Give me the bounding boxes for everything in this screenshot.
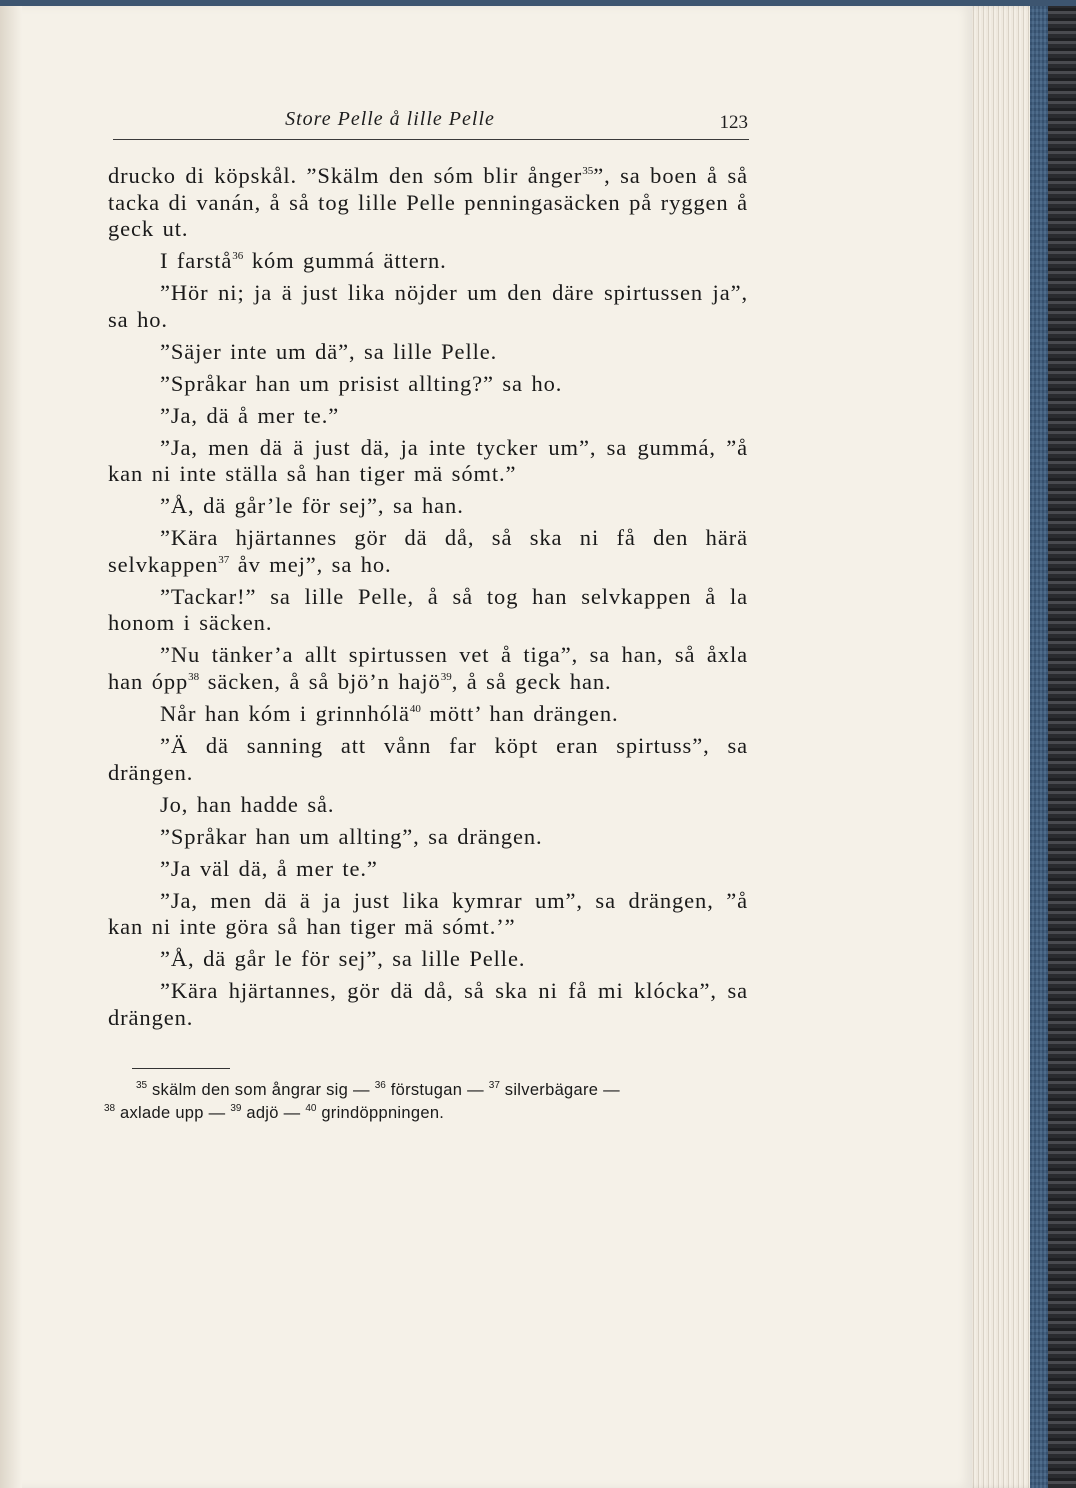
- text-run: , å så geck han.: [451, 669, 612, 694]
- text-run: ”Nu tänker’a allt spirtussen vet å tiga”, sa han, så åxla han ópp: [108, 642, 748, 694]
- paragraph: [108, 403, 748, 430]
- footnote-marker: 35: [136, 1080, 148, 1091]
- page-number: 123: [719, 112, 748, 133]
- footnote-marker: 39: [440, 671, 452, 683]
- paragraph: [108, 435, 748, 488]
- text-run: ”, sa boen å så tacka di vanán, å så tog lille Pelle penningasäcken på ryggen å geck ut.: [108, 163, 748, 242]
- paragraph: [108, 824, 748, 851]
- text-run: ”Ja väl dä, å mer te.”: [160, 855, 378, 881]
- footnote-marker: 38: [104, 1103, 116, 1114]
- header-rule: [113, 139, 749, 140]
- footnote-marker: 39: [230, 1103, 242, 1114]
- text-run: ”Språkar han um allting”, sa drängen.: [160, 823, 543, 849]
- paragraph: [108, 339, 748, 366]
- page-gutter: [0, 6, 22, 1488]
- footnote-marker: 36: [232, 250, 244, 263]
- text-run: silverbägare —: [499, 1081, 620, 1099]
- footnote-marker: 37: [218, 553, 230, 566]
- paragraph: [108, 248, 748, 275]
- text-run: ”Kära hjärtannes, gör dä då, så ska ni få mi klócka”, sa drängen.: [108, 978, 748, 1030]
- footnote-line: [104, 1102, 746, 1125]
- text-run: ”Å, dä går’le för sej”, sa han.: [160, 493, 464, 519]
- paragraph: [108, 163, 748, 243]
- text-run: drucko di köpskål. ”Skälm den sóm blir ånger: [108, 163, 583, 188]
- text-run: Jo, han hadde så.: [160, 791, 335, 817]
- text-run: ”Kära hjärtannes gör dä då, så ska ni få den härä selvkappen: [108, 525, 748, 577]
- text-run: ”Tackar!” sa lille Pelle, å så tog han selvkappen å la honom i säcken.: [108, 583, 748, 636]
- book-cover-edge: [1048, 0, 1076, 1488]
- paragraph: [108, 371, 748, 398]
- footnote-line: [104, 1079, 746, 1102]
- footnote-marker: 36: [374, 1080, 386, 1091]
- paragraph: [108, 525, 748, 578]
- footnotes: [104, 1079, 746, 1125]
- paragraph: [108, 946, 748, 973]
- paragraph: [108, 280, 748, 333]
- footnote-marker: 40: [409, 702, 421, 715]
- text-run: Når han kóm i grinnhólä: [160, 700, 410, 726]
- paragraph: [108, 642, 748, 695]
- text-run: ”Ä dä sanning att vånn far köpt eran spirtuss”, sa drängen.: [108, 732, 748, 785]
- text-run: ”Säjer inte um dä”, sa lille Pelle.: [160, 338, 498, 364]
- text-run: ”Ja, men dä ä ja just lika kymrar um”, sa drängen, ”å kan ni inte göra så han tiger mä sómt.’”: [108, 887, 748, 940]
- footnote-rule: [132, 1068, 230, 1069]
- paragraph: [108, 978, 748, 1031]
- footnote-marker: 35: [582, 165, 594, 177]
- text-run: skälm den som ångrar sig —: [147, 1081, 375, 1099]
- paragraph: [108, 792, 748, 819]
- running-title: Store Pelle å lille Pelle: [285, 108, 495, 130]
- body-text: [108, 163, 748, 1037]
- text-run: kóm gummá ättern.: [243, 248, 447, 274]
- text-run: ”Å, dä går le för sej”, sa lille Pelle.: [160, 946, 526, 972]
- text-run: axlade upp —: [115, 1104, 231, 1122]
- text-run: åv mej”, sa ho.: [229, 551, 392, 577]
- text-run: ”Ja, dä å mer te.”: [160, 402, 340, 428]
- text-run: adjö —: [241, 1104, 306, 1122]
- paragraph: [108, 493, 748, 520]
- text-run: ”Språkar han um prisist allting?” sa ho.: [160, 370, 563, 396]
- text-run: säcken, å så bjö’n hajö: [199, 669, 441, 694]
- text-run: grindöppningen.: [316, 1104, 445, 1122]
- footnote-marker: 38: [188, 671, 200, 683]
- text-run: ”Ja, men dä ä just dä, ja inte tycker um”, sa gummá, ”å kan ni inte ställa så han tiger mä sómt.”: [108, 434, 748, 487]
- text-run: I farstå: [160, 248, 233, 274]
- paragraph: [108, 888, 748, 941]
- paragraph: [108, 856, 748, 883]
- text-run: ”Hör ni; ja ä just lika nöjder um den däre spirtussen ja”, sa ho.: [108, 280, 748, 332]
- paragraph: [108, 584, 748, 637]
- footnote-marker: 40: [305, 1103, 317, 1114]
- paragraph: [108, 701, 748, 728]
- running-header: [112, 108, 748, 138]
- page-stack-edges: [966, 6, 1030, 1488]
- paragraph: [108, 733, 748, 786]
- footnote-marker: 37: [488, 1080, 500, 1091]
- text-run: förstugan —: [385, 1081, 489, 1099]
- text-run: mött’ han drängen.: [420, 700, 619, 726]
